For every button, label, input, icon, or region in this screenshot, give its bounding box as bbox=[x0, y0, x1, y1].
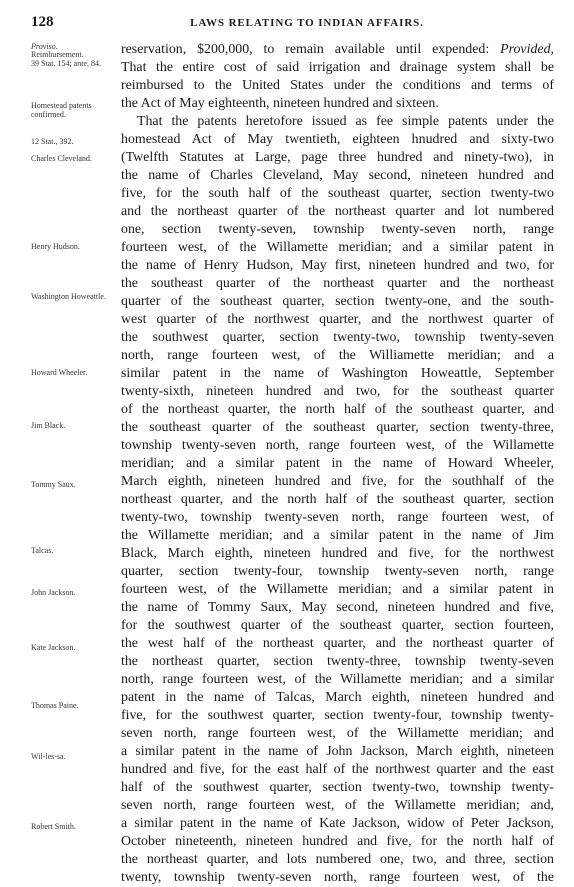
text-line: the name of Tommy Saux, May second, nineteen hundred and five, bbox=[121, 600, 554, 615]
margin-note-name: Kate Jackson. bbox=[31, 643, 76, 652]
page-number: 128 bbox=[31, 14, 54, 30]
text-line: That the patents heretofore issued as fee simple patents under the bbox=[137, 114, 554, 129]
text-line: reservation, $200,000, to remain available until expended: Provided, bbox=[121, 42, 554, 57]
margin-note-name: Robert Smith. bbox=[31, 822, 76, 831]
margin-note-name: Tommy Saux. bbox=[31, 480, 76, 489]
text-line: the west half of the northeast quarter, and the northeast quarter of bbox=[121, 636, 554, 651]
text-line: That the entire cost of said irrigation and drainage system shall be bbox=[121, 60, 554, 75]
margin-note-name: Henry Hudson. bbox=[31, 242, 80, 251]
text-line: seven north, range fourteen west, of the Willamette meridian; and, bbox=[121, 798, 554, 813]
running-head: LAWS RELATING TO INDIAN AFFAIRS. bbox=[190, 17, 424, 29]
text-line: seven north, range fourteen west, of the Willamette meridian; and bbox=[121, 726, 554, 741]
text-line: of the northeast quarter, the north half of the southeast quarter, and bbox=[121, 402, 554, 417]
text-line: the southwest quarter, section twenty-two, township twenty-seven bbox=[121, 330, 554, 345]
margin-note-proviso: Proviso. bbox=[31, 42, 58, 51]
text-line: similar patent in the name of Washington Howeattle, September bbox=[121, 366, 554, 381]
margin-note-name: Jim Black. bbox=[31, 421, 66, 430]
margin-note-reimbursement: Reimbursement. bbox=[31, 50, 84, 59]
text-line: one, section twenty-seven, township twenty-seven north, range bbox=[121, 222, 554, 237]
text-line: the northeast quarter, and lots numbered one, two, and three, section bbox=[121, 852, 554, 867]
text-line: half of the southwest quarter, section twenty-two, township twenty- bbox=[121, 780, 554, 795]
text-line: west quarter of the northwest quarter, and the northwest quarter of bbox=[121, 312, 554, 327]
text-line: five, for the southwest quarter, section twenty-four, township twenty- bbox=[121, 708, 554, 723]
text-line: the name of Henry Hudson, May first, nineteen hundred and two, for bbox=[121, 258, 554, 273]
margin-note-homestead: Homestead patents confirmed. bbox=[31, 101, 92, 119]
text-line: a similar patent in the name of Kate Jackson, widow of Peter Jackson, bbox=[121, 816, 554, 831]
text-line: and the northeast quarter of the northeast quarter and lot numbered bbox=[121, 204, 554, 219]
text-line: quarter, section twenty-four, township twenty-seven north, range bbox=[121, 564, 554, 579]
text-line: fourteen west, of the Willamette meridian; and a similar patent in bbox=[121, 240, 554, 255]
text-line: reimbursed to the United States under the conditions and terms of bbox=[121, 78, 554, 93]
margin-note-name: Wil-les-sa. bbox=[31, 752, 66, 761]
text-line: twenty-two, township twenty-seven north, range fourteen west, of bbox=[121, 510, 554, 525]
text-line: Black, March eighth, nineteen hundred and five, for the northwest bbox=[121, 546, 554, 561]
margin-note-name: Thomas Paine. bbox=[31, 701, 79, 710]
text-line: northeast quarter, and the north half of the southeast quarter, section bbox=[121, 492, 554, 507]
margin-note-name: John Jackson. bbox=[31, 588, 76, 597]
text-line: fourteen west, of the Willamette meridian; and a similar patent in bbox=[121, 582, 554, 597]
margin-note-name: Howard Wheeler. bbox=[31, 368, 88, 377]
margin-note-name: Washington Howeattle. bbox=[31, 292, 106, 301]
text-line: patent in the name of Talcas, March eighth, nineteen hundred and bbox=[121, 690, 554, 705]
text-line: the Willamette meridian; and a similar patent in the name of Jim bbox=[121, 528, 554, 543]
text-line: township twenty-seven north, range fourteen west, of the Willamette bbox=[121, 438, 554, 453]
text-line: the northeast quarter, section twenty-three, township twenty-seven bbox=[121, 654, 554, 669]
text-line: five, for the south half of the southeast quarter, section twenty-two bbox=[121, 186, 554, 201]
text-line: hundred and five, for the east half of the northwest quarter and the east bbox=[121, 762, 554, 777]
text-line: quarter of the southeast quarter, section twenty-one, and the south- bbox=[121, 294, 554, 309]
text-line: north, range fourteen west, of the Willamette meridian; and a similar bbox=[121, 672, 554, 687]
page-header bbox=[0, 14, 574, 34]
text-line: October nineteenth, nineteen hundred and five, for the north half of bbox=[121, 834, 554, 849]
text-line: a similar patent in the name of John Jackson, March eighth, nineteen bbox=[121, 744, 554, 759]
margin-note-statute: 12 Stat., 392. bbox=[31, 137, 74, 146]
text-line: the southeast quarter of the southeast quarter, section twenty-three, bbox=[121, 420, 554, 435]
text-line: the name of Charles Cleveland, May second, nineteen hundred and bbox=[121, 168, 554, 183]
margin-note-name: Talcas. bbox=[31, 546, 54, 555]
text-line: March eighth, nineteen hundred and five, for the southhalf of the bbox=[121, 474, 554, 489]
text-line: twenty-sixth, nineteen hundred and two, for the southeast quarter bbox=[121, 384, 554, 399]
text-line: the southeast quarter of the northeast quarter and the northeast bbox=[121, 276, 554, 291]
margin-note-name: Charles Cleveland. bbox=[31, 154, 92, 163]
text-line: twenty, township twenty-seven north, range fourteen west, of the bbox=[121, 870, 554, 885]
text-line: the Act of May eighteenth, nineteen hundred and sixteen. bbox=[121, 96, 439, 111]
text-line: (Twelfth Statutes at Large, page three hundred and ninety-two), in bbox=[121, 150, 554, 165]
margin-note-citation: 39 Stat. 154; ante, 84. bbox=[31, 59, 101, 68]
text-line: meridian; and a similar patent in the name of Howard Wheeler, bbox=[121, 456, 554, 471]
text-line: homestead Act of May twentieth, eighteen hnudred and sixty-two bbox=[121, 132, 554, 147]
text-line: north, range fourteen west, of the Williamette meridian; and a bbox=[121, 348, 554, 363]
text-line: for the southwest quarter of the southeast quarter, section fourteen, bbox=[121, 618, 554, 633]
